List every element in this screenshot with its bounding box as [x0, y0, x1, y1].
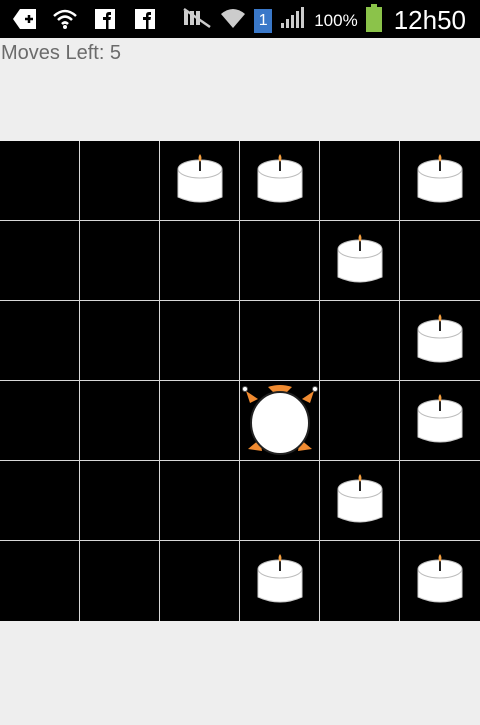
board-cell[interactable]	[240, 221, 319, 300]
battery-percent: 100%	[314, 10, 358, 30]
candle-icon[interactable]	[400, 541, 480, 621]
candle-icon[interactable]	[400, 301, 480, 381]
board-cell[interactable]	[160, 381, 239, 460]
add-icon	[12, 6, 38, 32]
facebook-icon	[92, 6, 118, 32]
board-cell[interactable]	[320, 541, 399, 621]
candle-icon[interactable]	[240, 541, 320, 621]
board-cell[interactable]	[320, 301, 399, 380]
candle-icon[interactable]	[400, 141, 480, 221]
board-cell[interactable]	[0, 221, 79, 300]
facebook-icon	[132, 6, 158, 32]
candle-icon[interactable]	[160, 141, 240, 221]
board-cell[interactable]	[80, 141, 159, 220]
clock: 12h50	[393, 5, 466, 35]
player-character[interactable]	[240, 381, 320, 461]
board-cell[interactable]	[0, 381, 79, 460]
game-board[interactable]	[0, 141, 480, 621]
board-cell[interactable]	[240, 461, 319, 540]
candle-icon[interactable]	[400, 381, 480, 461]
board-cell[interactable]	[320, 381, 399, 460]
board-cell[interactable]	[400, 221, 480, 300]
mute-icon	[182, 7, 212, 34]
board-cell[interactable]	[160, 541, 239, 621]
board-cell[interactable]	[400, 461, 480, 540]
board-cell[interactable]	[160, 461, 239, 540]
wifi-notification-icon	[52, 6, 78, 32]
moves-left-label: Moves Left: 5	[1, 42, 122, 64]
board-cell[interactable]	[80, 461, 159, 540]
board-cell[interactable]	[160, 221, 239, 300]
sim-badge-icon: 1	[254, 9, 272, 33]
board-cell[interactable]	[80, 221, 159, 300]
battery-icon	[366, 4, 382, 37]
status-bar	[0, 0, 480, 38]
board-cell[interactable]	[80, 301, 159, 380]
signal-icon	[280, 7, 306, 34]
board-cell[interactable]	[320, 141, 399, 220]
board-cell[interactable]	[240, 301, 319, 380]
board-cell[interactable]	[160, 301, 239, 380]
board-cell[interactable]	[80, 381, 159, 460]
candle-icon[interactable]	[320, 461, 400, 541]
board-cell[interactable]	[80, 541, 159, 621]
board-cell[interactable]	[0, 301, 79, 380]
candle-icon[interactable]	[320, 221, 400, 301]
wifi-icon	[220, 7, 246, 34]
board-cell[interactable]	[0, 541, 79, 621]
board-cell[interactable]	[0, 141, 79, 220]
candle-icon[interactable]	[240, 141, 320, 221]
board-cell[interactable]	[0, 461, 79, 540]
